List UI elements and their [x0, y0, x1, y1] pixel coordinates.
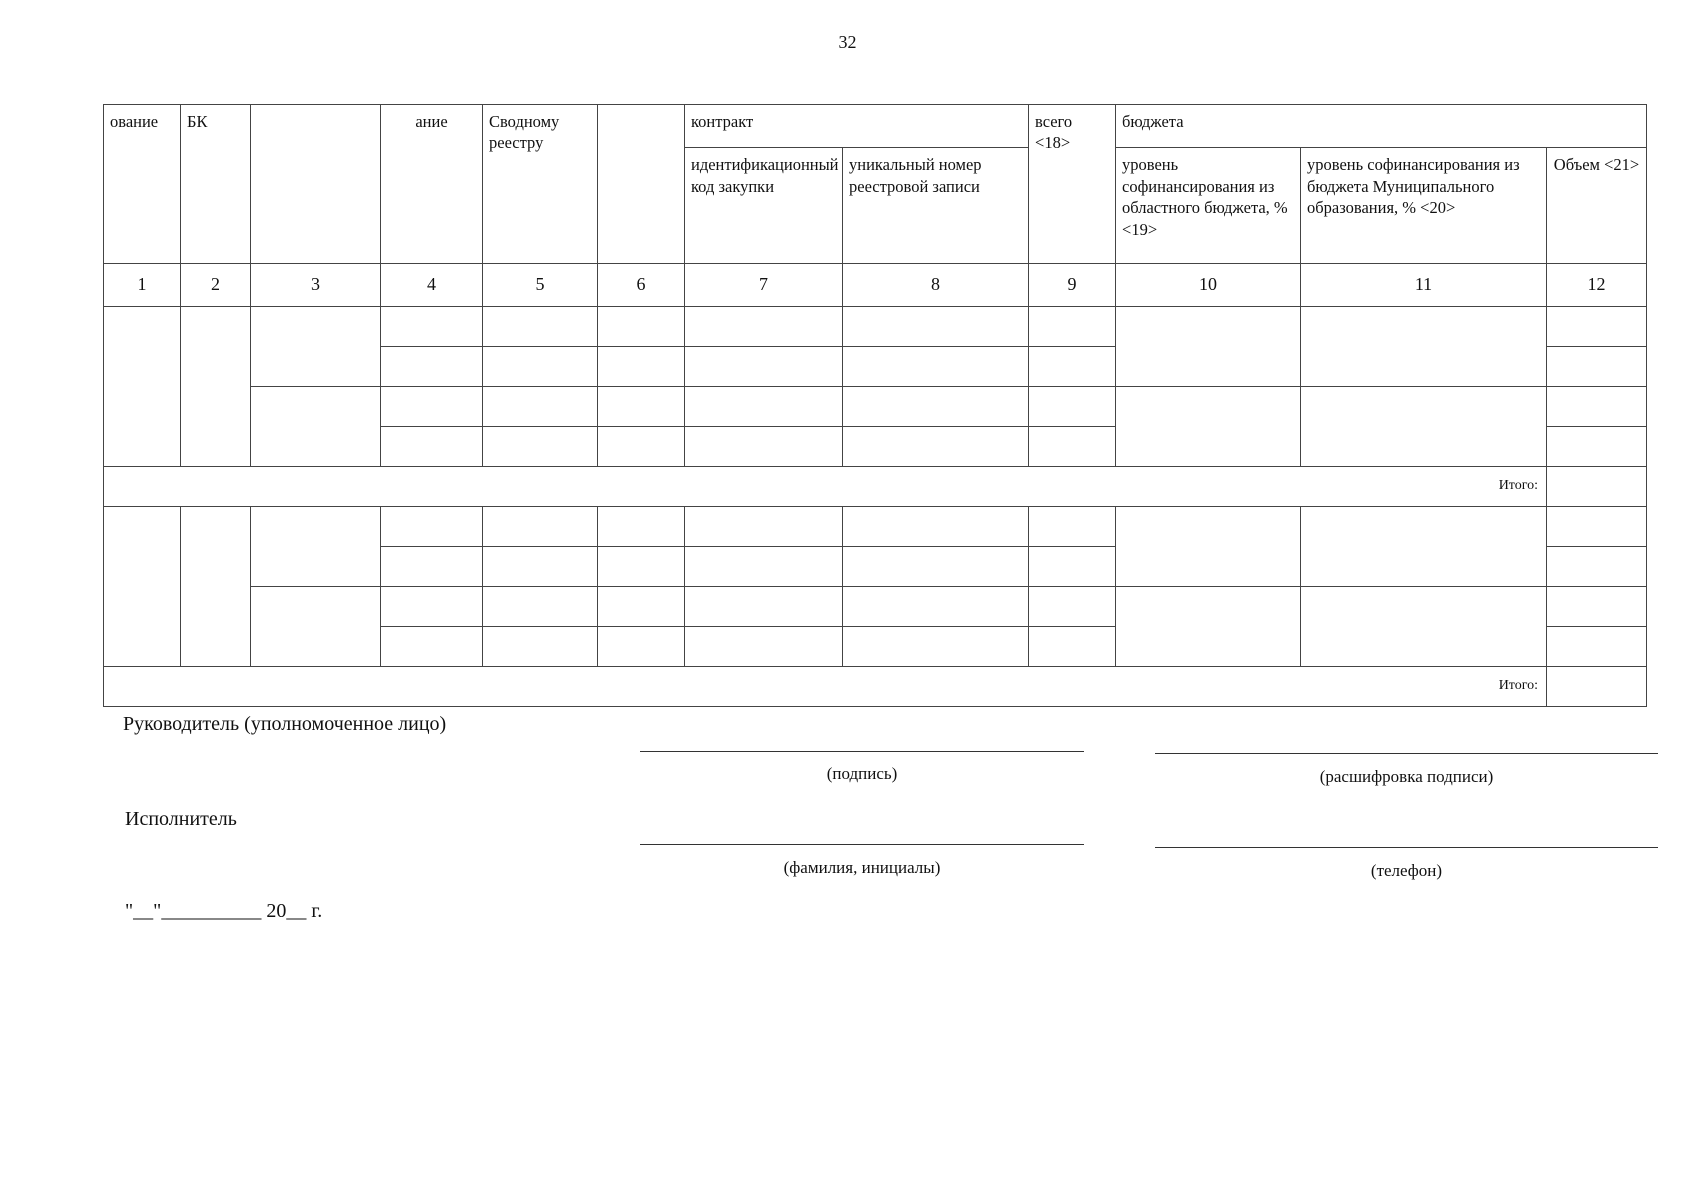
header-col-6 — [598, 105, 685, 264]
table-cell[interactable] — [598, 627, 685, 667]
table-cell[interactable] — [1029, 307, 1116, 347]
header-col-7: идентификационный код закупки — [685, 148, 843, 264]
column-number: 11 — [1301, 264, 1547, 307]
table-cell[interactable] — [483, 547, 598, 587]
table-cell[interactable] — [381, 427, 483, 467]
column-number: 4 — [381, 264, 483, 307]
table-cell[interactable] — [598, 587, 685, 627]
table-cell[interactable] — [1029, 387, 1116, 427]
signature-line[interactable] — [640, 751, 1084, 752]
table-cell[interactable] — [1547, 347, 1647, 387]
table-cell[interactable] — [1029, 627, 1116, 667]
total-row — [104, 467, 1647, 507]
column-number: 6 — [598, 264, 685, 307]
total-label: Итого: — [104, 467, 1547, 507]
table-cell[interactable] — [843, 507, 1029, 547]
column-number: 1 — [104, 264, 181, 307]
header-col-4: ание — [381, 105, 483, 264]
table-cell[interactable] — [598, 307, 685, 347]
table-cell[interactable] — [685, 507, 843, 547]
table-cell[interactable] — [483, 587, 598, 627]
header-col-5: Сводному реестру — [483, 105, 598, 264]
phone-caption: (телефон) — [1370, 861, 1443, 880]
table-cell[interactable] — [381, 347, 483, 387]
table-cell[interactable] — [1547, 307, 1647, 347]
table-cell[interactable] — [685, 307, 843, 347]
header-col-2: БК — [181, 105, 251, 264]
table-cell[interactable] — [381, 547, 483, 587]
total-value-cell[interactable] — [1547, 667, 1647, 707]
table-cell[interactable] — [685, 547, 843, 587]
table-row — [104, 307, 1647, 347]
table-cell[interactable] — [381, 507, 483, 547]
table-cell[interactable] — [104, 307, 181, 467]
table-cell[interactable] — [1301, 587, 1547, 667]
table-cell[interactable] — [843, 547, 1029, 587]
table-cell[interactable] — [381, 387, 483, 427]
table-cell[interactable] — [1547, 627, 1647, 667]
table-row — [104, 587, 1647, 627]
name-line[interactable] — [640, 844, 1084, 845]
table-cell[interactable] — [843, 627, 1029, 667]
phone-line[interactable] — [1155, 847, 1658, 848]
table-cell[interactable] — [1116, 507, 1301, 587]
column-number: 7 — [685, 264, 843, 307]
header-contract: контракт — [685, 105, 1029, 148]
header-col-8: уникальный номер реестровой записи — [843, 148, 1029, 264]
table-cell[interactable] — [381, 587, 483, 627]
table-cell[interactable] — [685, 427, 843, 467]
table-cell[interactable] — [1547, 547, 1647, 587]
column-numbers-row — [104, 264, 1647, 307]
table-cell[interactable] — [685, 587, 843, 627]
name-caption: (фамилия, инициалы) — [783, 858, 941, 877]
table-cell[interactable] — [1116, 307, 1301, 387]
table-cell[interactable] — [251, 587, 381, 667]
table-cell[interactable] — [843, 427, 1029, 467]
total-row — [104, 667, 1647, 707]
table-cell[interactable] — [483, 347, 598, 387]
table-cell[interactable] — [685, 347, 843, 387]
header-col-10: уровень софинансирования из областного бюджета, % <19> — [1116, 148, 1301, 264]
table-cell[interactable] — [104, 507, 181, 667]
column-number: 9 — [1029, 264, 1116, 307]
table-cell[interactable] — [251, 507, 381, 587]
signature-caption: (подпись) — [826, 764, 898, 783]
head-label: Руководитель (уполномоченное лицо) — [123, 713, 447, 735]
table-cell[interactable] — [843, 307, 1029, 347]
table-cell[interactable] — [251, 307, 381, 387]
table-cell[interactable] — [598, 547, 685, 587]
header-col-12: Объем <21> — [1547, 148, 1647, 264]
table-row — [104, 387, 1647, 427]
table-cell[interactable] — [1029, 587, 1116, 627]
table-cell[interactable] — [598, 427, 685, 467]
table-cell[interactable] — [181, 507, 251, 667]
table-cell[interactable] — [685, 387, 843, 427]
table-cell[interactable] — [598, 507, 685, 547]
table-cell[interactable] — [598, 387, 685, 427]
table-cell[interactable] — [251, 387, 381, 467]
header-budget: бюджета — [1116, 105, 1647, 148]
column-number: 8 — [843, 264, 1029, 307]
report-table — [103, 104, 1647, 707]
table-cell[interactable] — [1029, 547, 1116, 587]
header-col-9: всего <18> — [1029, 105, 1116, 264]
column-number: 5 — [483, 264, 598, 307]
table-cell[interactable] — [1547, 507, 1647, 547]
executor-label: Исполнитель — [125, 808, 237, 830]
column-number: 12 — [1547, 264, 1647, 307]
column-number: 2 — [181, 264, 251, 307]
date-field[interactable]: "__"__________ 20__ г. — [125, 900, 323, 922]
table-cell[interactable] — [1301, 307, 1547, 387]
header-col-3 — [251, 105, 381, 264]
table-cell[interactable] — [1547, 427, 1647, 467]
table-cell[interactable] — [1116, 587, 1301, 667]
table-cell[interactable] — [843, 347, 1029, 387]
table-cell[interactable] — [1029, 347, 1116, 387]
table-cell[interactable] — [483, 427, 598, 467]
table-cell[interactable] — [843, 387, 1029, 427]
table-cell[interactable] — [685, 627, 843, 667]
table-cell[interactable] — [1547, 387, 1647, 427]
table-cell[interactable] — [843, 587, 1029, 627]
column-number: 3 — [251, 264, 381, 307]
table-cell[interactable] — [1301, 387, 1547, 467]
table-cell[interactable] — [483, 307, 598, 347]
total-value-cell[interactable] — [1547, 467, 1647, 507]
table-cell[interactable] — [1547, 587, 1647, 627]
table-cell[interactable] — [1301, 507, 1547, 587]
table-cell[interactable] — [598, 347, 685, 387]
table-row — [104, 507, 1647, 547]
header-col-11: уровень софинансирования из бюджета Муниципального образования, % <20> — [1301, 148, 1547, 264]
total-label: Итого: — [104, 667, 1547, 707]
table-cell[interactable] — [483, 387, 598, 427]
table-cell[interactable] — [381, 307, 483, 347]
table-cell[interactable] — [381, 627, 483, 667]
column-number: 10 — [1116, 264, 1301, 307]
table-cell[interactable] — [181, 307, 251, 467]
table-cell[interactable] — [1029, 427, 1116, 467]
decoding-line[interactable] — [1155, 753, 1658, 754]
table-cell[interactable] — [483, 507, 598, 547]
header-col-1: ование — [104, 105, 181, 264]
page-number: 32 — [838, 32, 857, 52]
table-cell[interactable] — [483, 627, 598, 667]
decoding-caption: (расшифровка подписи) — [1319, 767, 1494, 786]
table-cell[interactable] — [1029, 507, 1116, 547]
table-cell[interactable] — [1116, 387, 1301, 467]
